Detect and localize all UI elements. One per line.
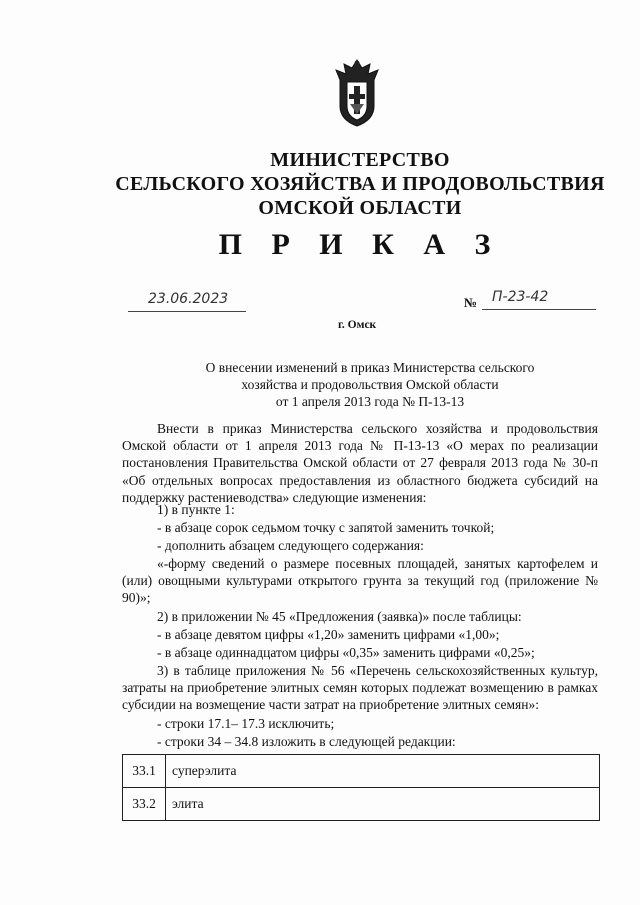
amendment-table xyxy=(122,754,600,821)
ministry-name-line-3: ОМСКОЙ ОБЛАСТИ xyxy=(258,197,462,219)
ministry-name-line-2: СЕЛЬСКОГО ХОЗЯЙСТВА И ПРОДОВОЛЬСТВИЯ xyxy=(115,173,605,195)
item-2-b: - в абзаце одиннадцатом цифры «0,35» заменить цифрами «0,25»; xyxy=(157,645,535,660)
row-number-cell: 33.2 xyxy=(123,788,166,821)
row-number-cell: 33.1 xyxy=(123,755,166,788)
coat-of-arms-emblem xyxy=(326,56,388,128)
item-1-quote: «-форму сведений о размере посевных площадей, занятых картофелем и (или) овощными культурами открытого грунта за текущий год (приложение № 90)»; xyxy=(122,556,598,606)
order-number: П-23-42 xyxy=(492,289,549,305)
number-underline xyxy=(482,309,596,310)
row-name-cell: суперэлита xyxy=(166,755,600,788)
document-type-heading: П Р И К А З xyxy=(218,228,502,261)
row-name-cell: элита xyxy=(166,788,600,821)
item-3: 3) в таблице приложения № 56 «Перечень сельскохозяйственных культур, затраты на приобретение элитных семян которых подлежат возмещению в рамках субсидии на возмещение части затрат на приобретение элитных семян»: xyxy=(122,663,598,713)
item-2: 2) в приложении № 45 «Предложения (заявка)» после таблицы: xyxy=(157,609,522,624)
number-sign: № xyxy=(464,295,478,310)
table-row xyxy=(123,788,600,821)
order-date: 23.06.2023 xyxy=(148,291,229,307)
title-line-2: хозяйства и продовольствия Омской области xyxy=(241,377,499,392)
item-1-a: - в абзаце сорок седьмом точку с запятой заменить точкой; xyxy=(157,520,495,535)
order-title xyxy=(170,359,570,410)
table-row xyxy=(123,755,600,788)
date-underline xyxy=(128,311,246,312)
intro-paragraph: Внести в приказ Министерства сельского хозяйства и продовольствия Омской области от 1 апреля 2013 года № П-13-13 «О мерах по реализации постановления Правительства Омской области от 27 февраля 2013 года № 30-п «Об отдельных вопросах предоставления из областного бюджета субсидий на поддержку растениеводства» следующие изменения: xyxy=(122,421,598,505)
ministry-name-line-1: МИНИСТЕРСТВО xyxy=(270,149,450,171)
item-3-b: - строки 34 – 34.8 изложить в следующей редакции: xyxy=(157,734,456,749)
item-2-a: - в абзаце девятом цифры «1,20» заменить цифрами «1,00»; xyxy=(157,627,500,642)
item-1-b: - дополнить абзацем следующего содержания: xyxy=(157,538,424,553)
city-name: г. Омск xyxy=(338,319,377,331)
title-line-3: от 1 апреля 2013 года № П-13-13 xyxy=(275,394,465,409)
title-line-1: О внесении изменений в приказ Министерства сельского xyxy=(205,360,535,375)
item-1: 1) в пункте 1: xyxy=(157,502,235,517)
item-3-a: - строки 17.1– 17.3 исключить; xyxy=(157,716,335,731)
